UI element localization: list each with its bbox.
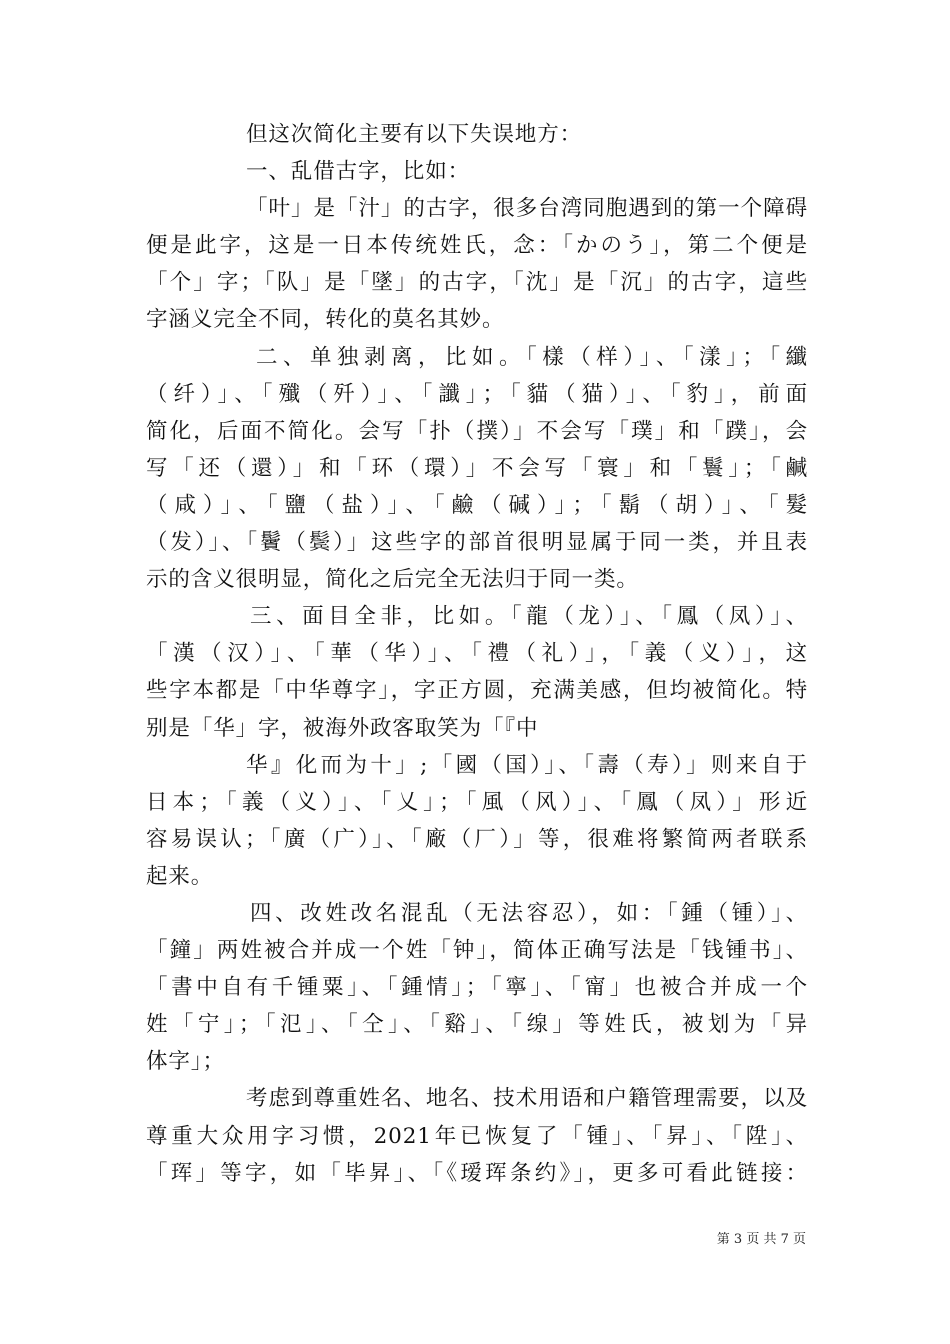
text-line: 便是此字，这是一日本传统姓氏，念：「かのう」，第二个便是	[146, 233, 808, 259]
text-line: 「書中自有千锺粟」、「鍾情」；「寧」、「甯」也被合并成一个	[146, 975, 808, 1001]
text-line: 「珲」等字，如「毕昇」、「《瑷珲条约》」，更多可看此链接：	[146, 1160, 808, 1186]
text-line: 四、改姓改名混乱（无法容忍），如：「鍾（锺）」、	[250, 900, 808, 926]
text-line: （咸）」、「鹽（盐）」、「鹼（碱）」；「鬍（胡）」、「髮	[146, 492, 808, 518]
text-line: （发）」、「鬢（鬓）」这些字的部首很明显属于同一类，并且表	[146, 530, 808, 556]
text-line: 姓「宁」；「氾」、「仝」、「谿」、「缐」等姓氏，被划为「异	[146, 1012, 808, 1038]
text-line: 「叶」是「汁」的古字，很多台湾同胞遇到的第一个障碍	[246, 196, 808, 222]
text-line: 「鐘」两姓被合并成一个姓「钟」，简体正确写法是「钱锺书」、	[146, 938, 808, 964]
text-line: 考虑到尊重姓名、地名、技术用语和户籍管理需要，以及	[246, 1086, 808, 1112]
text-line: 些字本都是「中华尊字」，字正方圆，充满美感，但均被简化。特	[146, 678, 808, 704]
text-line: 简化，后面不简化。会写「扑（撲）」不会写「璞」和「蹼」，会	[146, 418, 808, 444]
text-line: 日本；「義（义）」、「乂」；「風（风）」、「鳳（凤）」形近	[146, 789, 808, 815]
text-line: 尊重大众用字习惯，2021年已恢复了「锺」、「昇」、「陞」、	[146, 1123, 808, 1149]
text-line: 一、乱借古字，比如：	[246, 159, 471, 185]
text-line: （纤）」、「殲（歼）」、「讖」；「貓（猫）」、「豹」，前面	[146, 381, 808, 407]
text-line: 三、面目全非，比如。「龍（龙）」、「鳳（凤）」、	[250, 604, 808, 630]
text-line: 「个」字；「队」是「墜」的古字，「沈」是「沉」的古字，這些	[146, 270, 808, 296]
text-line: 华』化而为十」;「國（国）」、「壽（寿）」则来自于	[246, 752, 808, 778]
text-line: 写「还（還）」和「环（環）」不会写「寰」和「鬟」；「鹹	[146, 455, 808, 481]
text-line: 「漢（汉）」、「華（华）」、「禮（礼）」，「義（义）」，这	[146, 641, 808, 667]
text-line: 别是「华」字，被海外政客取笑为「『中	[146, 715, 539, 741]
text-line: 体字」；	[146, 1049, 225, 1075]
body-text	[146, 116, 808, 1192]
text-line: 字涵义完全不同，转化的莫名其妙。	[146, 307, 505, 333]
text-line: 起来。	[146, 863, 214, 889]
text-line: 但这次简化主要有以下失误地方：	[246, 122, 583, 147]
text-line: 容易误认；「廣（广）」、「廠（厂）」等，很难将繁简两者联系	[146, 826, 808, 852]
text-line: 二、单独剥离，比如。「樣（样）」、「漾」；「纖	[256, 344, 808, 370]
page-number: 第 3 页 共 7 页	[716, 1232, 806, 1247]
text-line: 示的含义很明显，简化之后完全无法归于同一类。	[146, 567, 639, 593]
